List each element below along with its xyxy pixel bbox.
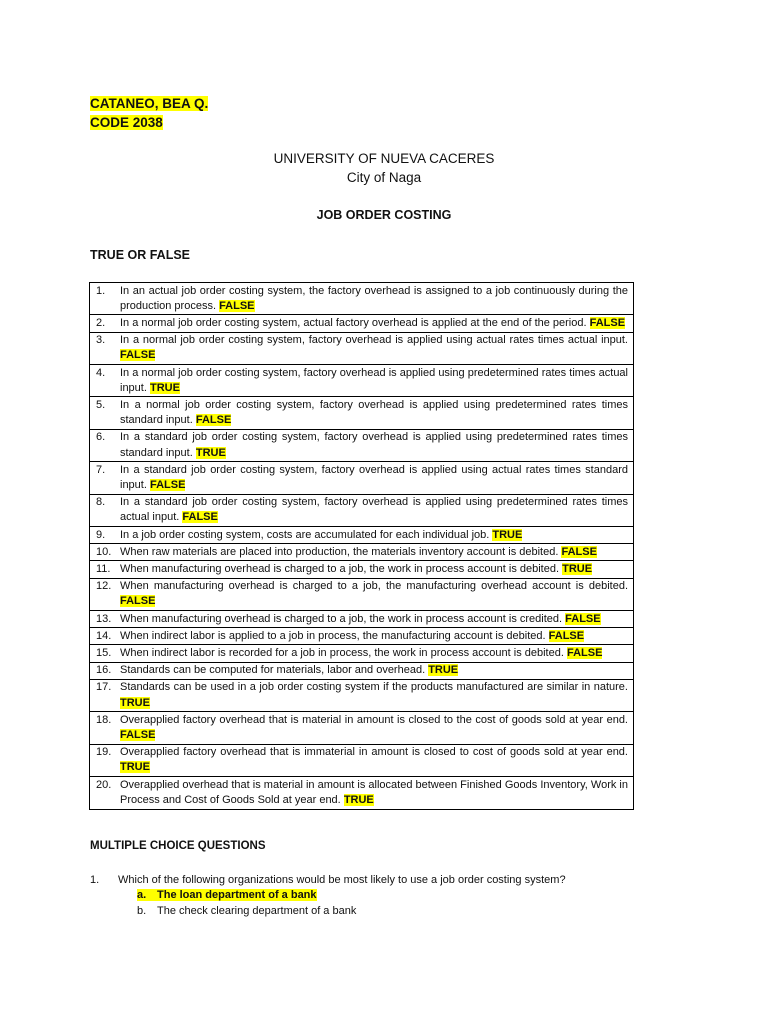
- mc-question-number: 1.: [90, 874, 100, 886]
- item-statement: [120, 397, 634, 429]
- item-statement: [120, 365, 634, 397]
- statement-text: In a normal job order costing system, factory overhead is applied using predetermined rates times standard input.: [120, 398, 628, 427]
- statement-text: In a normal job order costing system, factory overhead is applied using actual rates times actual input.: [120, 334, 628, 347]
- table-row: [90, 462, 634, 494]
- multiple-choice-heading: MULTIPLE CHOICE QUESTIONS: [90, 840, 266, 852]
- answer-badge: TRUE: [120, 761, 150, 774]
- item-number: 19.: [90, 744, 121, 776]
- table-row: [90, 628, 634, 645]
- mc-choice-a: [137, 887, 317, 903]
- item-statement: [120, 494, 634, 526]
- item-statement: [120, 561, 634, 578]
- table-row: [90, 365, 634, 397]
- table-row: [90, 777, 634, 809]
- answer-badge: FALSE: [561, 545, 597, 558]
- table-row: [90, 578, 634, 610]
- item-statement: [120, 462, 634, 494]
- statement-text: In an actual job order costing system, the factory overhead is assigned to a job continuously during the production process.: [120, 284, 628, 312]
- table-row: [90, 429, 634, 461]
- item-number: 6.: [90, 429, 121, 461]
- statement-text: When manufacturing overhead is charged to a job, the work in process account is credited.: [120, 612, 563, 625]
- student-name: CATANEO, BEA Q.: [90, 96, 209, 111]
- statement-text: In a normal job order costing system, factory overhead is applied using predetermined rates times actual input.: [120, 366, 628, 394]
- item-number: 15.: [90, 645, 121, 662]
- statement-text: When indirect labor is recorded for a job in process, the work in process account is debited.: [120, 646, 564, 659]
- answer-badge: TRUE: [428, 664, 459, 677]
- item-statement: [120, 611, 634, 628]
- table-row: [90, 561, 634, 578]
- table-row: [90, 527, 634, 544]
- item-number: 7.: [90, 462, 121, 494]
- statement-text: When raw materials are placed into production, the materials inventory account is debited.: [120, 545, 559, 558]
- statement-text: In a normal job order costing system, actual factory overhead is applied at the end of the period.: [120, 316, 587, 329]
- table-row: [90, 611, 634, 628]
- table-row: [90, 662, 634, 679]
- university-name: UNIVERSITY OF NUEVA CACERES: [273, 151, 495, 166]
- statement-text: Overapplied factory overhead that is immaterial in amount is closed to cost of goods sold at year end.: [120, 746, 628, 759]
- item-number: 8.: [90, 494, 121, 526]
- student-code: CODE 2038: [90, 115, 163, 130]
- statement-text: Standards can be computed for materials, labor and overhead.: [120, 664, 426, 677]
- item-statement: [120, 283, 634, 315]
- item-number: 11.: [90, 561, 121, 578]
- statement-text: In a job order costing system, costs are accumulated for each individual job.: [120, 528, 490, 541]
- item-statement: [120, 332, 634, 364]
- answer-badge: FALSE: [120, 349, 156, 362]
- item-number: 3.: [90, 332, 121, 364]
- answer-badge: FALSE: [548, 629, 585, 642]
- statement-text: When manufacturing overhead is charged to a job, the work in process account is debited.: [120, 562, 560, 575]
- choice-letter: b.: [137, 905, 147, 917]
- item-statement: [120, 777, 634, 809]
- answer-badge: TRUE: [149, 381, 180, 394]
- statement-text: In a standard job order costing system, factory overhead is applied using predetermined rates times actual input.: [120, 496, 628, 524]
- mc-choice-b: [137, 903, 356, 919]
- answer-badge: FALSE: [120, 595, 156, 608]
- answer-badge: TRUE: [120, 696, 150, 709]
- item-number: 2.: [90, 315, 121, 332]
- item-statement: [120, 679, 634, 711]
- item-statement: [120, 712, 634, 744]
- item-number: 10.: [90, 544, 121, 561]
- item-number: 5.: [90, 397, 121, 429]
- statement-text: In a standard job order costing system, factory overhead is applied using actual rates times standard input.: [120, 463, 628, 491]
- statement-text: Standards can be used in a job order costing system if the products manufactured are similar in nature.: [120, 681, 628, 694]
- table-row: [90, 712, 634, 744]
- item-number: 18.: [90, 712, 121, 744]
- item-statement: [120, 315, 634, 332]
- item-number: 4.: [90, 365, 121, 397]
- table-row: [90, 397, 634, 429]
- city-name: City of Naga: [346, 170, 422, 185]
- item-statement: [120, 662, 634, 679]
- answer-badge: TRUE: [562, 562, 593, 575]
- statement-text: In a standard job order costing system, factory overhead is applied using predetermined rates times standard input.: [120, 431, 628, 459]
- mc-question-1: [90, 872, 566, 888]
- answer-badge: FALSE: [565, 612, 601, 625]
- item-number: 20.: [90, 777, 121, 809]
- item-statement: [120, 744, 634, 776]
- table-row: [90, 645, 634, 662]
- document-topic: JOB ORDER COSTING: [316, 208, 452, 222]
- item-number: 12.: [90, 578, 121, 610]
- choice-letter: a.: [137, 889, 147, 901]
- statement-text: When indirect labor is applied to a job in process, the manufacturing account is debited.: [120, 629, 546, 642]
- table-row: [90, 315, 634, 332]
- answer-badge: TRUE: [492, 528, 523, 541]
- statement-text: Overapplied overhead that is material in amount is allocated between Finished Goods Inventory, Work in Process and Cost of Goods Sold at year end.: [120, 778, 628, 806]
- table-row: [90, 494, 634, 526]
- item-statement: [120, 628, 634, 645]
- true-false-heading: TRUE OR FALSE: [90, 248, 191, 262]
- student-info: [90, 94, 208, 132]
- item-statement: [120, 578, 634, 610]
- table-row: [90, 744, 634, 776]
- item-statement: [120, 645, 634, 662]
- answer-badge: FALSE: [566, 646, 603, 659]
- true-false-table: [89, 282, 634, 810]
- answer-badge: FALSE: [120, 728, 156, 741]
- item-statement: [120, 527, 634, 544]
- item-number: 13.: [90, 611, 121, 628]
- table-row: [90, 679, 634, 711]
- item-number: 17.: [90, 679, 121, 711]
- item-number: 9.: [90, 527, 121, 544]
- choice-text: The loan department of a bank: [157, 889, 317, 901]
- table-row: [90, 283, 634, 315]
- answer-badge: TRUE: [195, 446, 226, 459]
- item-statement: [120, 544, 634, 561]
- item-number: 1.: [90, 283, 121, 315]
- statement-text: Overapplied factory overhead that is material in amount is closed to the cost of goods sold at year end.: [120, 713, 628, 726]
- table-row: [90, 544, 634, 561]
- item-statement: [120, 429, 634, 461]
- mc-question-text: Which of the following organizations would be most likely to use a job order costing system?: [118, 874, 566, 886]
- statement-text: When manufacturing overhead is charged to a job, the manufacturing overhead account is debited.: [120, 580, 628, 593]
- answer-badge: FALSE: [219, 299, 255, 312]
- answer-badge: FALSE: [195, 414, 232, 427]
- choice-text: The check clearing department of a bank: [157, 905, 357, 917]
- answer-badge: FALSE: [182, 511, 218, 524]
- item-number: 16.: [90, 662, 121, 679]
- answer-badge: TRUE: [343, 793, 374, 806]
- answer-badge: FALSE: [589, 316, 626, 329]
- item-number: 14.: [90, 628, 121, 645]
- table-row: [90, 332, 634, 364]
- answer-badge: FALSE: [149, 478, 186, 491]
